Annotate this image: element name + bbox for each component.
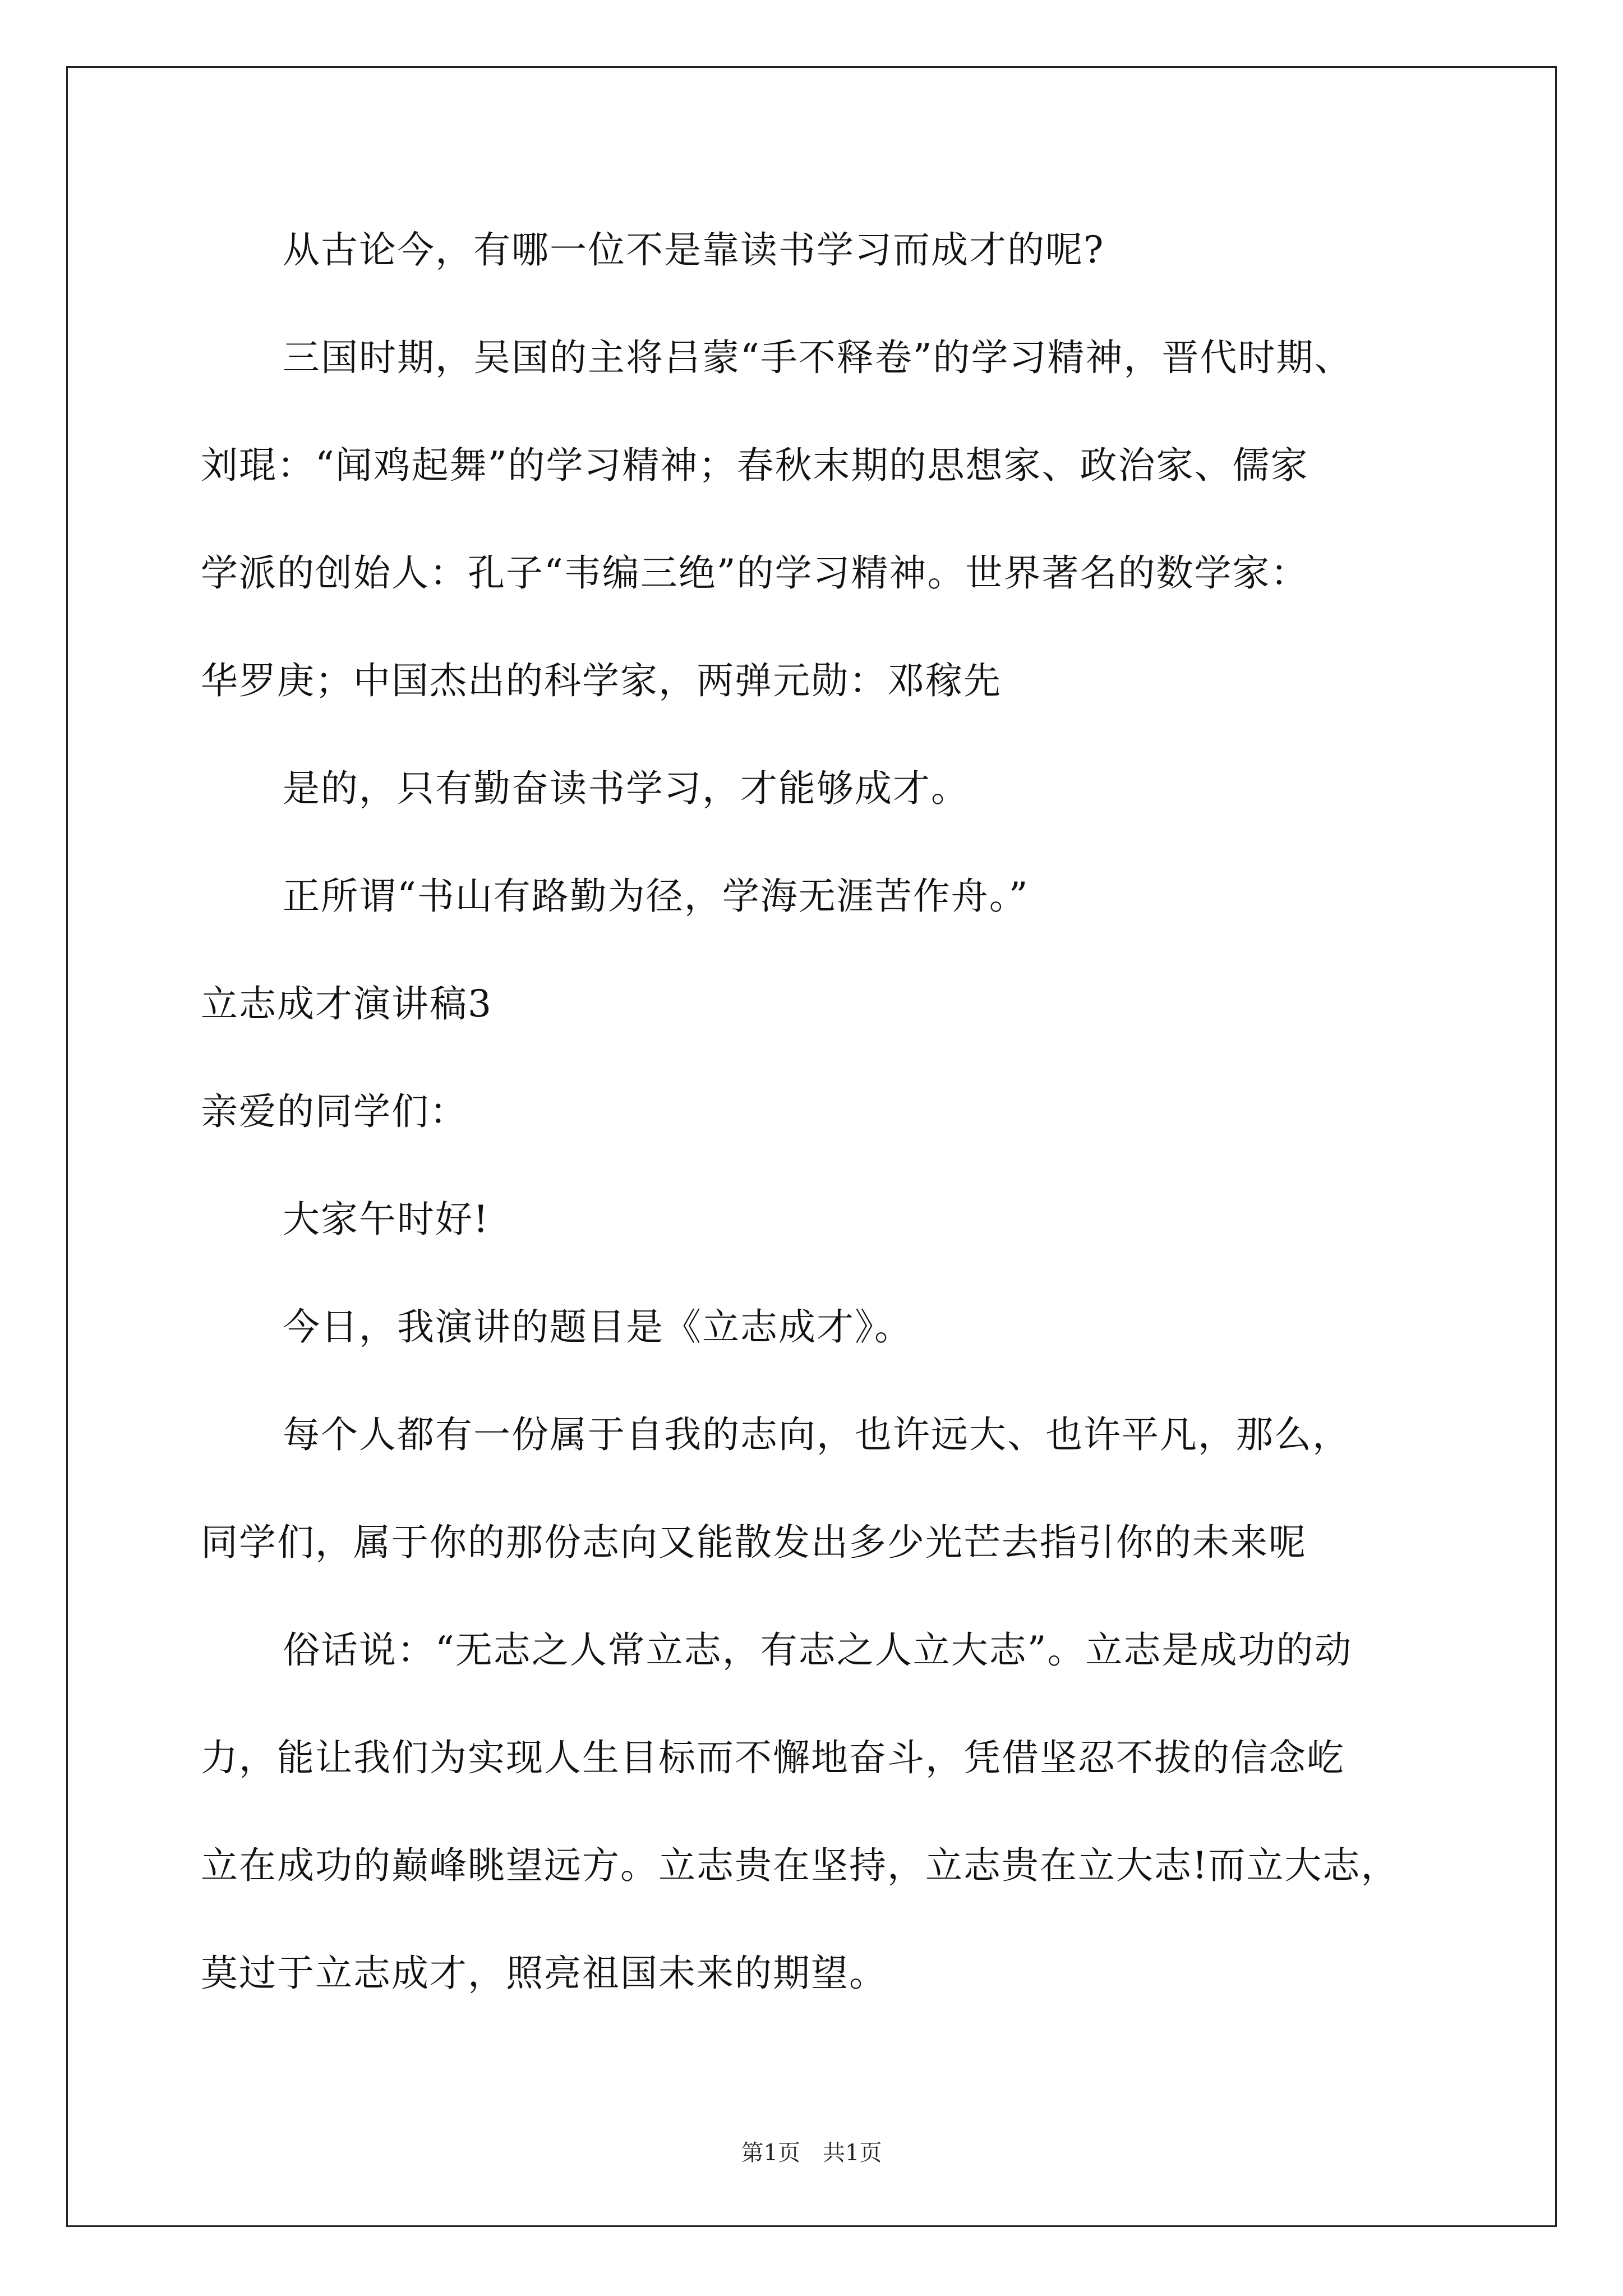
- paragraph-line: 学派的创始人：孔子“韦编三绝”的学习精神。世界著名的数学家：: [201, 551, 1309, 595]
- paragraph-line: 刘琨：“闻鸡起舞”的学习精神；春秋末期的思想家、政治家、儒家: [201, 444, 1309, 487]
- paragraph-line: 从古论今，有哪一位不是靠读书学习而成才的呢?: [283, 228, 1105, 272]
- page-border: [66, 66, 1557, 2227]
- page-footer: [0, 2136, 1623, 2170]
- paragraph-line: 莫过于立志成才，照亮祖国未来的期望。: [201, 1952, 887, 1995]
- paragraph-line: 立在成功的巅峰眺望远方。立志贵在坚持，立志贵在立大志!而立大志，: [201, 1844, 1399, 1887]
- salutation: 亲爱的同学们：: [201, 1090, 468, 1133]
- paragraph-line: 是的，只有勤奋读书学习，才能够成才。: [283, 767, 969, 810]
- paragraph-line: 力，能让我们为实现人生目标而不懈地奋斗，凭借坚忍不拔的信念屹: [201, 1736, 1345, 1779]
- paragraph-line: 三国时期，吴国的主将吕蒙“手不释卷”的学习精神，晋代时期、: [283, 336, 1353, 379]
- paragraph-line: 正所谓“书山有路勤为径，学海无涯苦作舟。”: [283, 875, 1029, 918]
- page-number: 第1页: [741, 2140, 800, 2166]
- paragraph-line: 每个人都有一份属于自我的志向，也许远大、也许平凡，那么，: [283, 1413, 1350, 1456]
- paragraph-line: 今日，我演讲的题目是《立志成才》。: [283, 1305, 912, 1349]
- paragraph-line: 同学们，属于你的那份志向又能散发出多少光芒去指引你的未来呢: [201, 1521, 1307, 1564]
- greeting: 大家午时好!: [283, 1198, 490, 1241]
- paragraph-line: 俗话说：“无志之人常立志，有志之人立大志”。立志是成功的动: [283, 1628, 1353, 1672]
- page-total: 共1页: [823, 2140, 882, 2166]
- paragraph-line: 华罗庚；中国杰出的科学家，两弹元勋：邓稼先: [201, 659, 1002, 702]
- section-title: 立志成才演讲稿3: [201, 982, 492, 1025]
